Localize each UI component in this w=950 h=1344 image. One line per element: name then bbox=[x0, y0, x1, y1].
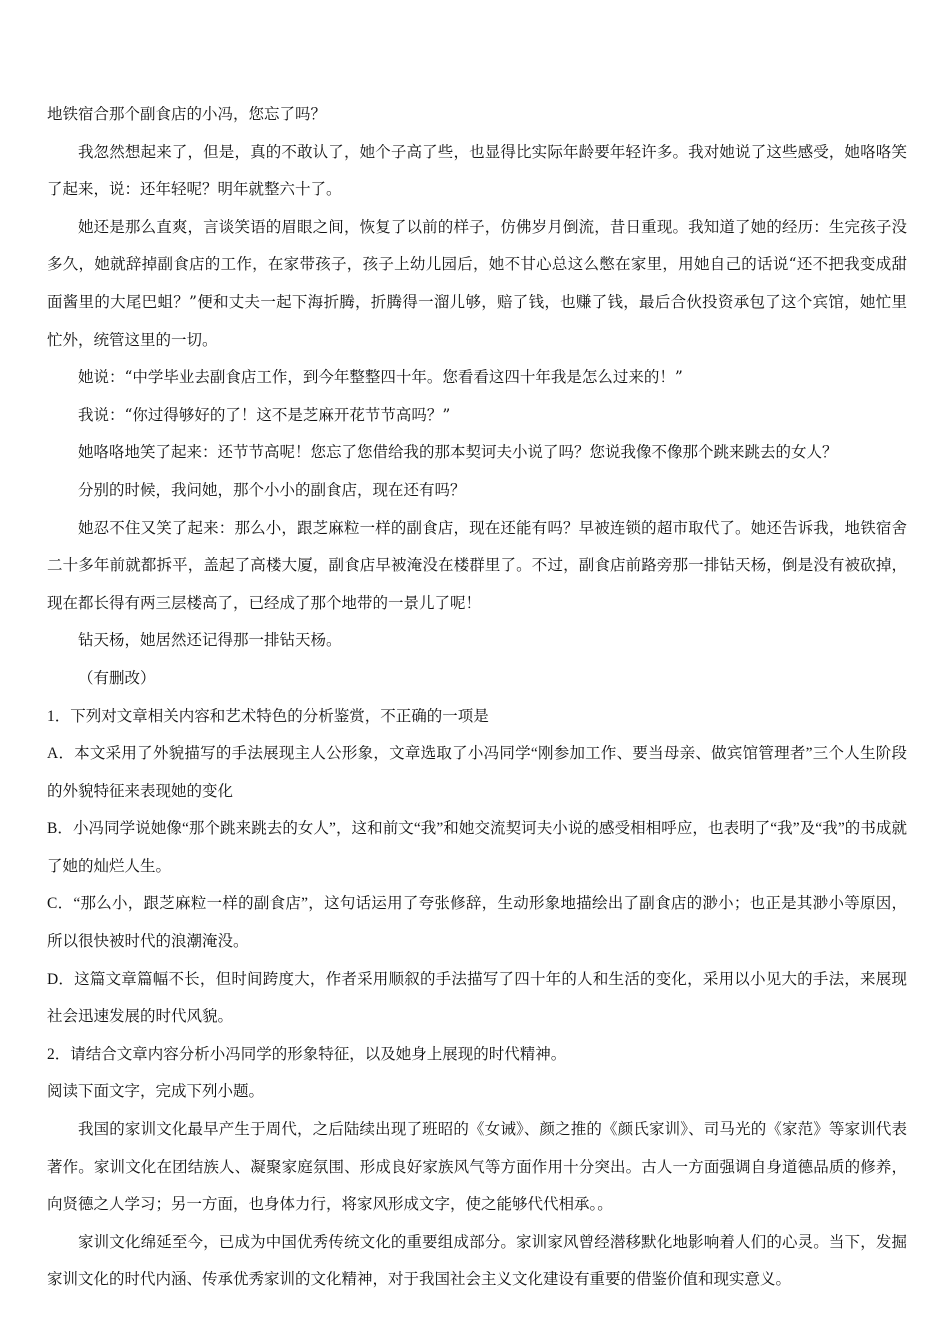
passage-2 bbox=[47, 1111, 907, 1299]
passage-paragraph: 家训文化绵延至今，已成为中国优秀传统文化的重要组成部分。家训家风曾经潜移默化地影响着人们的心灵。当下，发掘家训文化的时代内涵、传承优秀家训的文化精神，对于我国社会主义文化建设有重要的借鉴价值和现实意义。 bbox=[47, 1232, 907, 1289]
passage-paragraph: 我国的家训文化最早产生于周代，之后陆续出现了班昭的《女诫》、颜之推的《颜氏家训》、司马光的《家范》等家训代表著作。家训文化在团结族人、凝聚家庭氛围、形成良好家族风气等方面作用十分突出。古人一方面强调自身道德品质的修养，向贤德之人学习；另一方面，也身体力行，将家风形成文字，使之能够代代相承。。 bbox=[47, 1120, 907, 1214]
option-c: C．“那么小，跟芝麻粒一样的副食店”，这句话运用了夸张修辞，生动形象地描绘出了副食店的渺小；也正是其渺小等原因，所以很快被时代的浪潮淹没。 bbox=[47, 895, 907, 951]
story-excerpt bbox=[47, 96, 907, 698]
story-paragraph: 我忽然想起来了，但是，真的不敢认了，她个子高了些，也显得比实际年龄要年轻许多。我对她说了这些感受，她咯咯笑了起来，说：还年轻呢？明年就整六十了。 bbox=[47, 142, 907, 199]
document-page bbox=[47, 96, 907, 1299]
questions bbox=[47, 698, 907, 1112]
question-2: 2．请结合文章内容分析小冯同学的形象特征，以及她身上展现的时代精神。 bbox=[47, 1045, 567, 1063]
story-paragraph: 分别的时候，我问她，那个小小的副食店，现在还有吗？ bbox=[78, 480, 466, 499]
reading-instruction: 阅读下面文字，完成下列小题。 bbox=[47, 1083, 265, 1101]
option-d: D．这篇文章篇幅不长，但时间跨度大，作者采用顺叙的手法描写了四十年的人和生活的变化，采用以小见大的手法，来展现社会迅速发展的时代风貌。 bbox=[47, 970, 907, 1026]
story-paragraph: 她咯咯地笑了起来：还节节高呢！您忘了您借给我的那本契诃夫小说了吗？您说我像不像那个跳来跳去的女人？ bbox=[78, 443, 838, 462]
option-b: B．小冯同学说她像“那个跳来跳去的女人”，这和前文“我”和她交流契诃夫小说的感受相相呼应，也表明了“我”及“我”的书成就了她的灿烂人生。 bbox=[47, 820, 907, 875]
story-paragraph: 我说：“你过得够好的了！这不是芝麻开花节节高吗？” bbox=[78, 405, 451, 424]
story-paragraph: 她还是那么直爽，言谈笑语的眉眼之间，恢复了以前的样子，仿佛岁月倒流，昔日重现。我知道了她的经历：生完孩子没多久，她就辞掉副食店的工作，在家带孩子，孩子上幼儿园后，她不甘心总这么憋在家里，用她自己的话说“还不把我变成甜面酱里的大尾巴蛆？”便和丈夫一起下海折腾，折腾得一溜儿够，赔了钱，也赚了钱，最后合伙投资承包了这个宾馆，她忙里忙外，统管这里的一切。 bbox=[47, 217, 907, 349]
story-paragraph: 她说：“中学毕业去副食店工作，到今年整整四十年。您看看这四十年我是怎么过来的！” bbox=[78, 368, 683, 387]
option-a: A．本文采用了外貌描写的手法展现主人公形象，文章选取了小冯同学“刚参加工作、要当母亲、做宾馆管理者”三个人生阶段的外貌特征来表现她的变化 bbox=[47, 745, 907, 800]
source-note: （有删改） bbox=[78, 668, 156, 687]
story-paragraph: 她忍不住又笑了起来：那么小，跟芝麻粒一样的副食店，现在还能有吗？早被连锁的超市取代了。她还告诉我，地铁宿舍二十多年前就都拆平，盖起了高楼大厦，副食店早被淹没在楼群里了。不过，副食店前路旁那一排钻天杨，倒是没有被砍掉，现在都长得有两三层楼高了，已经成了那个地带的一景儿了呢！ bbox=[47, 518, 907, 612]
question-1: 1．下列对文章相关内容和艺术特色的分析鉴赏，不正确的一项是 bbox=[47, 707, 489, 725]
story-paragraph: 地铁宿合那个副食店的小冯，您忘了吗？ bbox=[47, 105, 327, 123]
story-paragraph: 钻天杨，她居然还记得那一排钻天杨。 bbox=[78, 631, 342, 650]
